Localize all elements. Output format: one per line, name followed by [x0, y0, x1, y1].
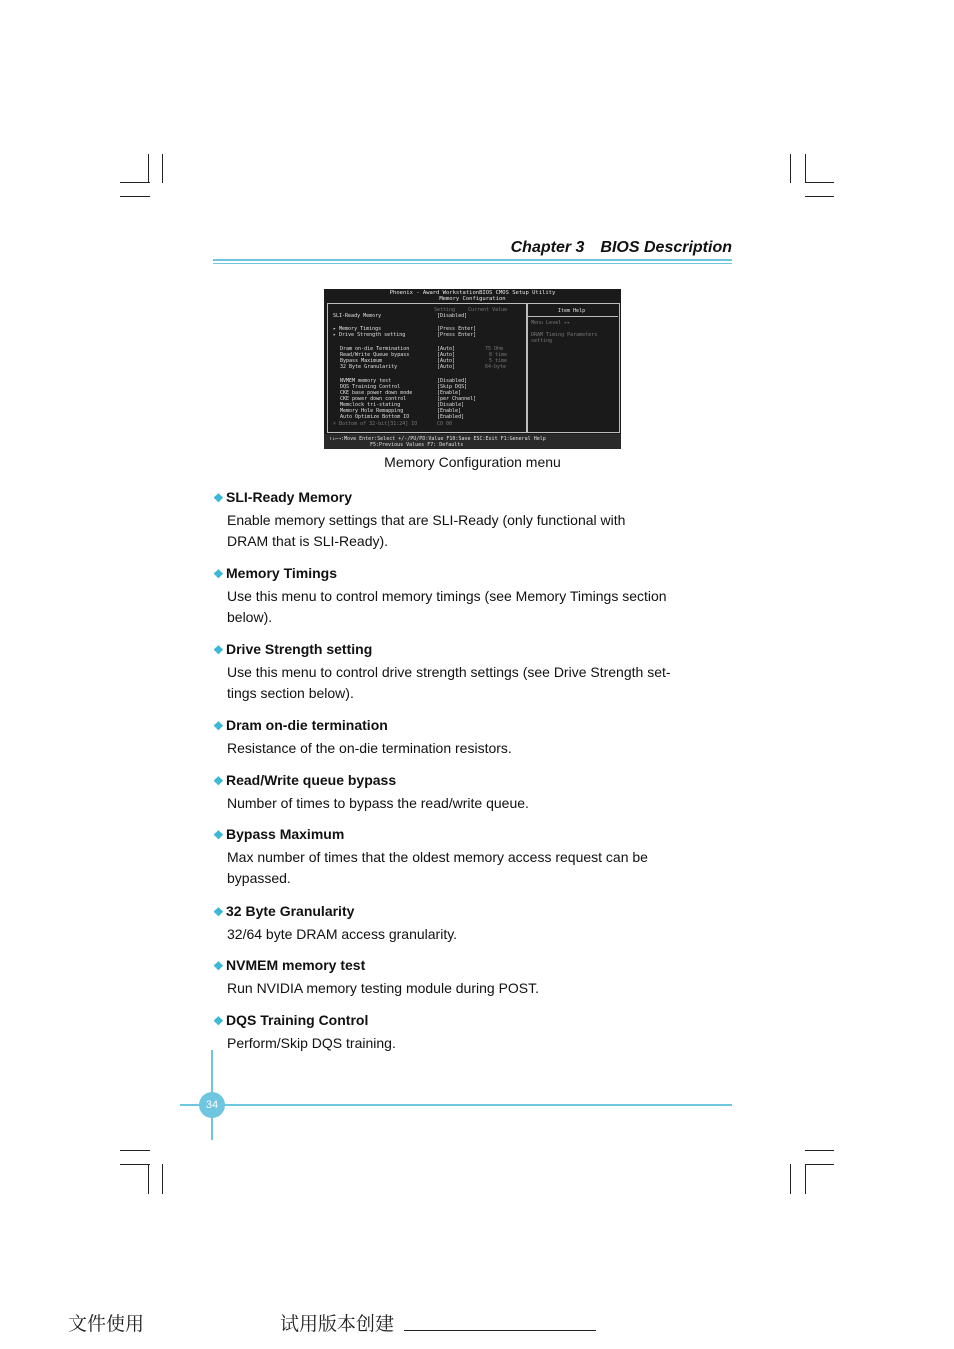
bios-key-legend	[324, 434, 621, 449]
diamond-bullet-icon: ❖	[213, 491, 224, 505]
diamond-bullet-icon: ❖	[213, 719, 224, 733]
figure-caption: Memory Configuration menu	[384, 454, 561, 470]
section-title: Read/Write queue bypass	[226, 772, 397, 788]
bios-row-value[interactable]: [Auto]	[437, 346, 456, 352]
crop-mark	[120, 1164, 150, 1165]
crop-mark	[162, 154, 163, 183]
section-title: NVMEM memory test	[226, 957, 366, 973]
bios-row-value[interactable]: [Skip DQS]	[437, 384, 468, 390]
crop-mark	[162, 1164, 163, 1194]
section-text: tings section below).	[227, 685, 354, 701]
bios-row-label[interactable]: Read/Write Queue bypass	[340, 352, 410, 358]
section-text: Use this menu to control drive strength settings (see Drive Strength set-	[227, 664, 671, 680]
bios-row-label: × Bottom of 32-bit[31:24] IO	[333, 421, 418, 427]
section-sli-ready-memory	[213, 488, 713, 552]
bios-help-text: Menu Level ▸▸	[531, 320, 571, 326]
bios-row-current: 64-byte	[485, 364, 507, 370]
bios-row-label[interactable]: Memclock tri-stating	[340, 402, 401, 408]
bios-col-setting: Setting	[434, 307, 456, 313]
diamond-bullet-icon: ❖	[213, 774, 224, 788]
section-title: DQS Training Control	[226, 1012, 369, 1028]
bios-row-label[interactable]: Memory Hole Remapping	[340, 408, 404, 414]
bios-row-value[interactable]: [Auto]	[437, 364, 456, 370]
bios-row-value[interactable]: [Enabled]	[437, 414, 465, 420]
header-rule	[213, 263, 732, 264]
section-title: SLI-Ready Memory	[226, 489, 353, 505]
bios-row-label[interactable]: ▸ Memory Timings	[333, 326, 382, 332]
page-header	[511, 239, 732, 257]
page-number: 34	[199, 1092, 225, 1118]
bios-row-value[interactable]: [Press Enter]	[437, 326, 477, 332]
section-text: Perform/Skip DQS training.	[227, 1035, 396, 1051]
bios-row-label[interactable]: CKE base power down mode	[340, 390, 413, 396]
bios-row-value[interactable]: [Press Enter]	[437, 332, 477, 338]
bios-title: Phoenix - Award WorkstationBIOS CMOS Setup Utility	[389, 290, 556, 296]
bios-subtitle: Memory Configuration	[439, 296, 506, 302]
section-title: 32 Byte Granularity	[226, 903, 355, 919]
diamond-bullet-icon: ❖	[213, 828, 224, 842]
bios-row-value[interactable]: [Disabled]	[437, 378, 468, 384]
bios-row-current: 8 time	[489, 352, 508, 358]
watermark-right: 试用版本创建	[280, 1313, 395, 1335]
section-drive-strength	[213, 640, 713, 704]
bios-row-label[interactable]: Auto Optimize Bottom IO	[340, 414, 410, 420]
bios-row-label[interactable]: Dram on-die Termination	[340, 346, 410, 352]
diamond-bullet-icon: ❖	[213, 643, 224, 657]
bios-row-label[interactable]: Bypass Maximum	[340, 358, 383, 364]
diamond-bullet-icon: ❖	[213, 1014, 224, 1028]
footer-rule	[180, 1104, 732, 1106]
crop-mark	[805, 196, 834, 197]
bios-help-divider	[528, 316, 618, 317]
bios-row-label[interactable]: NVMEM memory test	[340, 378, 392, 384]
diamond-bullet-icon: ❖	[213, 905, 224, 919]
bios-row-label[interactable]: 32 Byte Granularity	[340, 364, 398, 370]
section-text: Number of times to bypass the read/write queue.	[227, 795, 529, 811]
bios-row-value[interactable]: [Enable]	[437, 390, 462, 396]
crop-mark	[120, 182, 150, 183]
bios-screenshot	[324, 289, 621, 449]
section-title: Bypass Maximum	[226, 826, 345, 842]
bios-row-label[interactable]: SLI-Ready Memory	[333, 313, 382, 319]
crop-mark	[148, 154, 149, 183]
watermark-left: 文件使用	[68, 1313, 145, 1335]
section-bypass-maximum	[213, 825, 713, 889]
header-rule	[213, 259, 732, 261]
section-text: Run NVIDIA memory testing module during POST.	[227, 980, 540, 996]
chapter-title: BIOS Description	[600, 239, 732, 256]
crop-mark	[805, 182, 834, 183]
bios-row-value[interactable]: [Enable]	[437, 408, 462, 414]
crop-mark	[120, 196, 150, 197]
section-memory-timings	[213, 564, 713, 628]
section-text: bypassed.	[227, 870, 291, 886]
bios-row-value[interactable]: [Disabled]	[437, 313, 468, 319]
section-32-byte-granularity	[213, 902, 713, 945]
chapter-label: Chapter 3	[510, 239, 585, 256]
section-text: 32/64 byte DRAM access granularity.	[227, 926, 458, 942]
diamond-bullet-icon: ❖	[213, 959, 224, 973]
crop-mark	[805, 154, 806, 183]
section-rw-queue-bypass	[213, 771, 713, 814]
bios-row-value[interactable]: [Auto]	[437, 352, 456, 358]
bios-help-text: DRAM Timing Parameters	[531, 332, 598, 338]
section-text: Use this menu to control memory timings (see Memory Timings section	[227, 588, 667, 604]
section-text: below).	[227, 609, 273, 625]
crop-mark	[790, 154, 791, 183]
section-text: DRAM that is SLI-Ready).	[227, 533, 389, 549]
bios-row-value[interactable]: [per Channel]	[437, 396, 477, 402]
crop-mark	[148, 1164, 149, 1194]
crop-mark	[805, 1164, 806, 1194]
bios-col-current: Current Value	[468, 307, 508, 313]
section-dram-odt	[213, 716, 713, 759]
watermark-underline	[404, 1330, 596, 1331]
bios-row-label[interactable]: ▸ Drive Strength setting	[333, 332, 406, 338]
crop-mark	[805, 1150, 834, 1151]
crop-mark	[805, 1164, 834, 1165]
bios-row-current: 75 Ohm	[485, 346, 504, 352]
section-text: Enable memory settings that are SLI-Ready (only functional with	[227, 512, 626, 528]
bios-row-value[interactable]: [Auto]	[437, 358, 456, 364]
bios-help-text: setting	[531, 338, 553, 344]
diamond-bullet-icon: ❖	[213, 567, 224, 581]
section-text: Resistance of the on-die termination resistors.	[227, 740, 512, 756]
section-nvmem-memory-test	[213, 956, 713, 999]
crop-mark	[120, 1150, 150, 1151]
bios-key-hints: ↑↓←→:Move Enter:Select +/-/PU/PD:Value F10:Save ESC:Exit F1:General Help	[329, 436, 546, 442]
bios-row-value: C0 00	[437, 421, 453, 427]
section-title: Memory Timings	[226, 565, 337, 581]
section-dqs-training-control	[213, 1011, 713, 1054]
bios-key-hints: F5:Previous Values F7: Defaults	[370, 442, 464, 448]
bios-row-label[interactable]: CKE power down control	[340, 396, 407, 402]
bios-row-value[interactable]: [Disable]	[437, 402, 465, 408]
section-text: Max number of times that the oldest memory access request can be	[227, 849, 648, 865]
bios-row-label[interactable]: DQS Training Control	[340, 384, 401, 390]
section-title: Drive Strength setting	[226, 641, 373, 657]
bios-help-title: Item Help	[558, 308, 586, 314]
bios-row-current: 5 time	[489, 358, 508, 364]
crop-mark	[790, 1164, 791, 1194]
section-title: Dram on-die termination	[226, 717, 388, 733]
